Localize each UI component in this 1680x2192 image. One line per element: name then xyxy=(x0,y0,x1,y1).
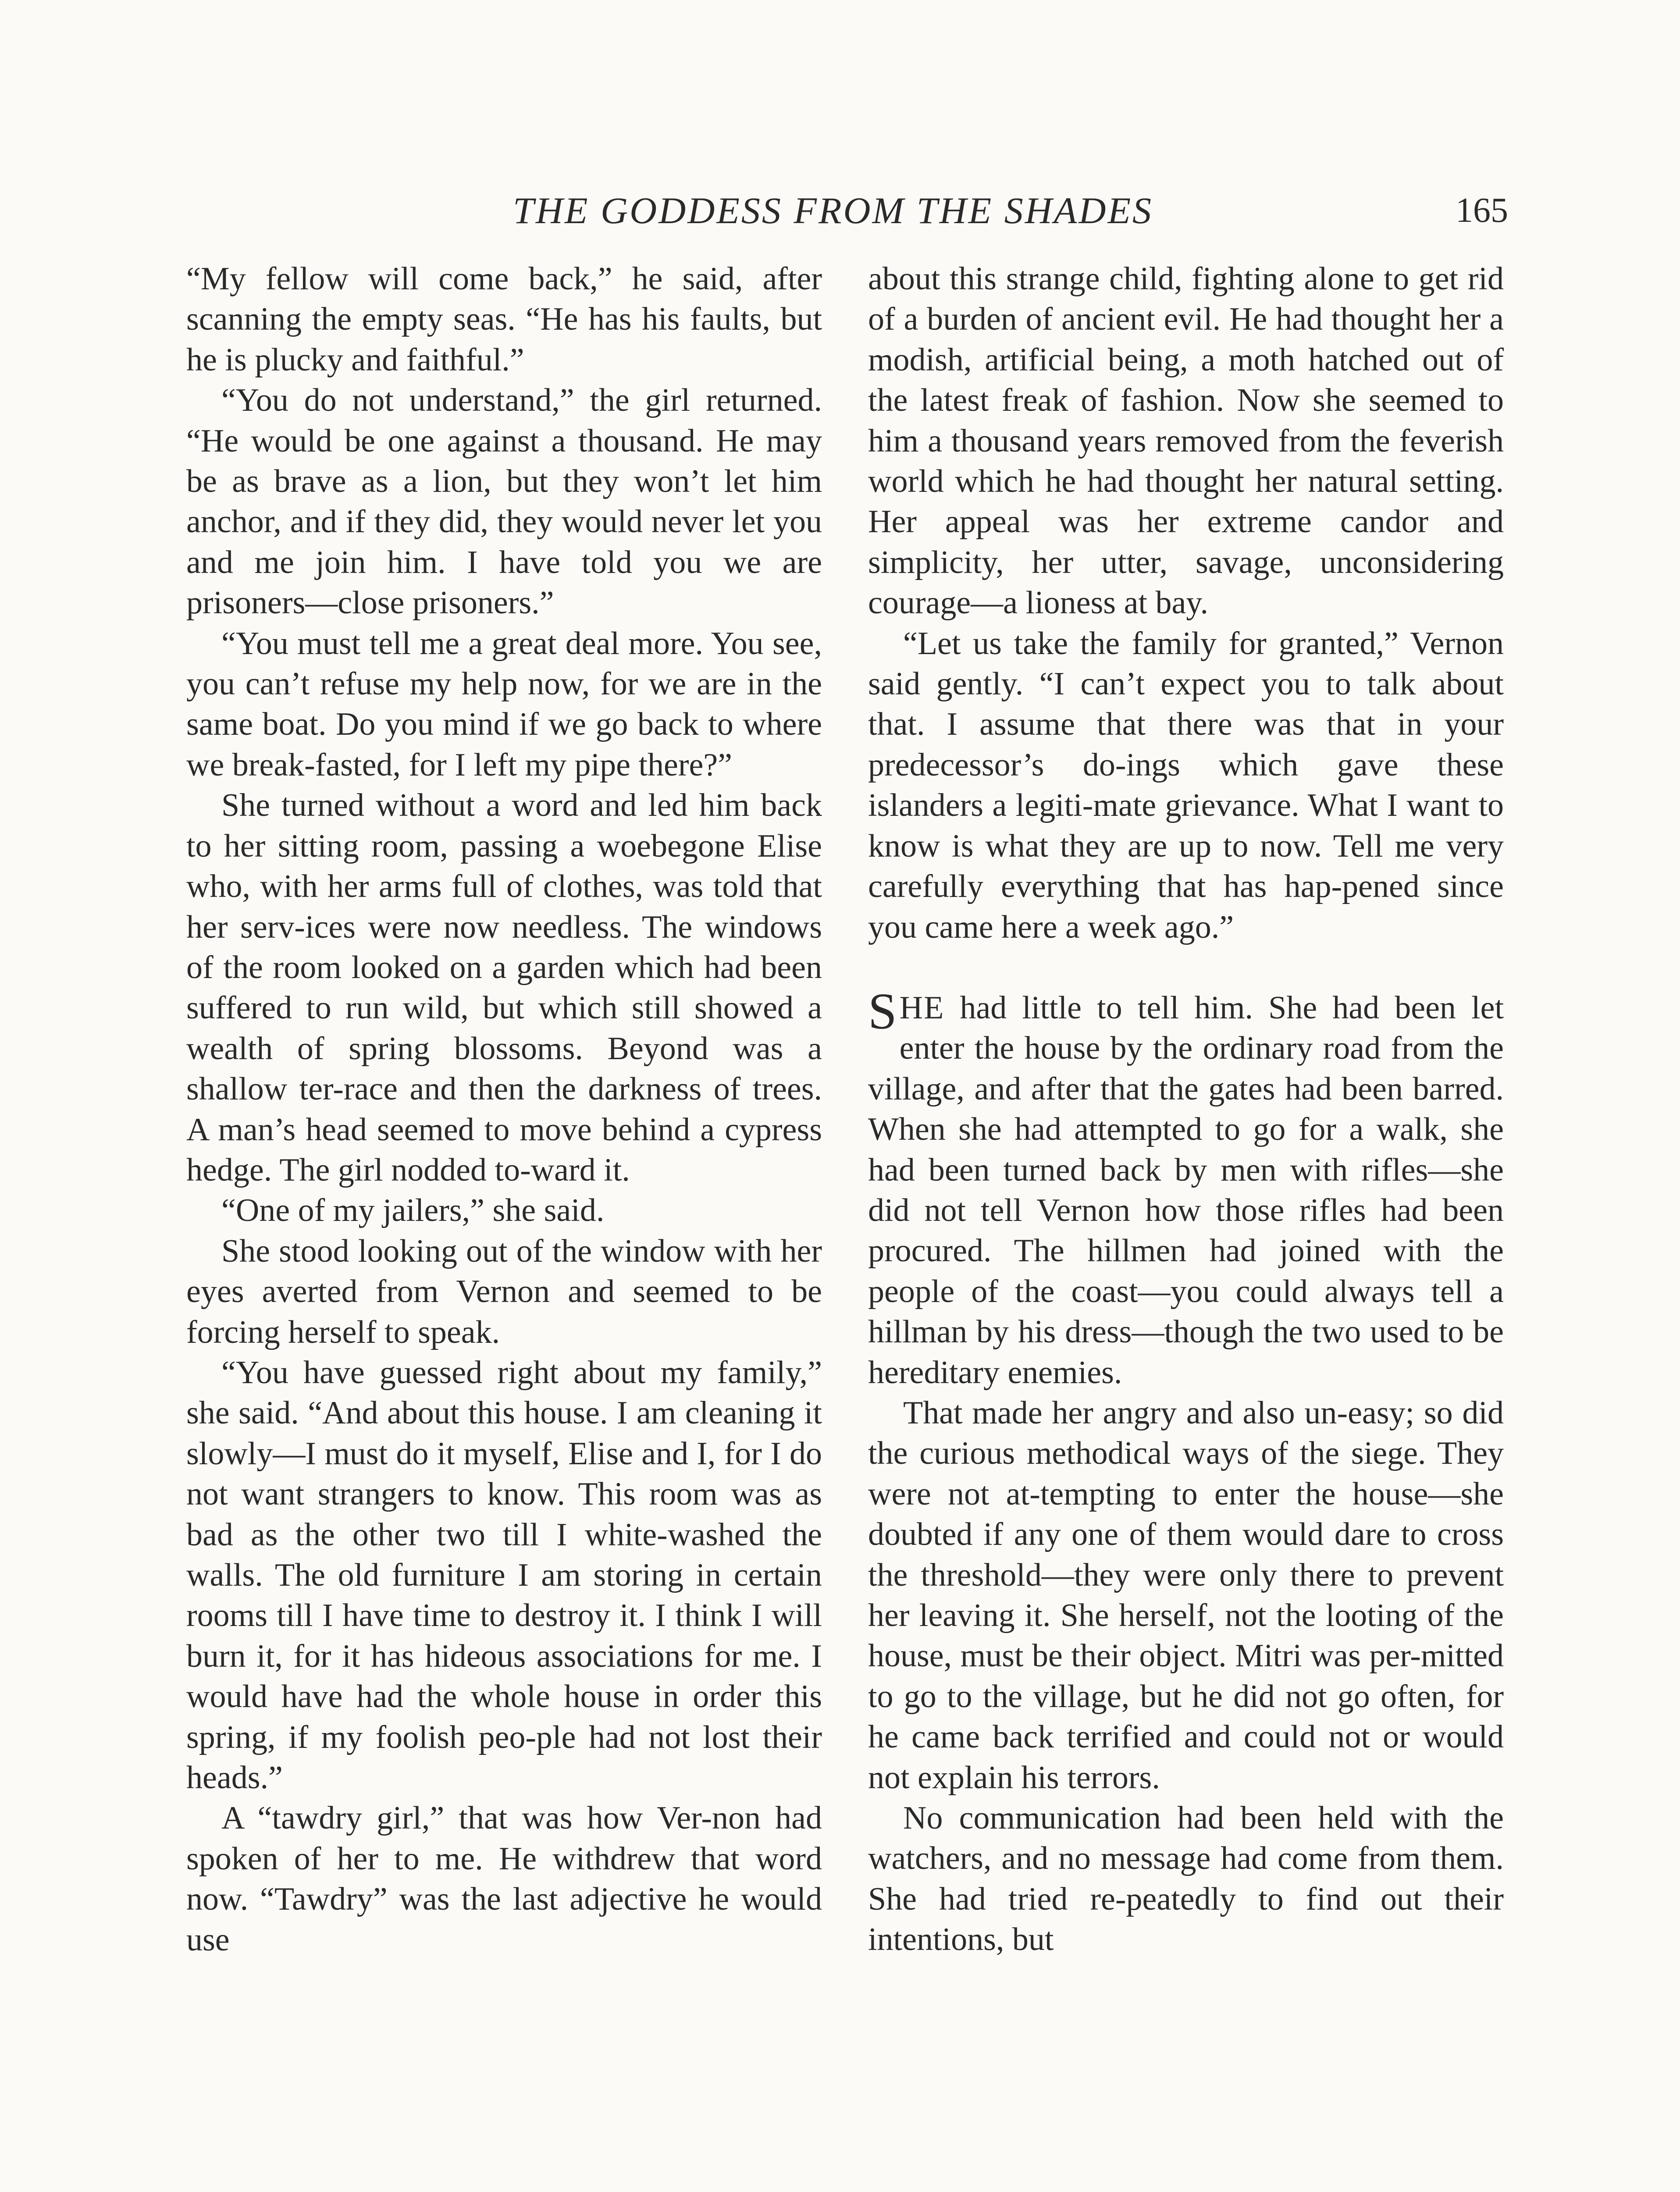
small-caps-word: HE xyxy=(899,989,945,1026)
paragraph: A “tawdry girl,” that was how Ver-non had spoken of her to me. He withdrew that word now. “Tawdry” was the last adjective he would use xyxy=(186,1800,822,1958)
paragraph: “One of my jailers,” she said. xyxy=(221,1192,605,1229)
drop-cap: S xyxy=(868,982,897,1040)
paragraph: She stood looking out of the window with her eyes averted from Vernon and seemed to be forcing herself to speak. xyxy=(186,1233,822,1350)
paragraph: She turned without a word and led him back to her sitting room, passing a woebegone Elise who, with her arms full of clothes, was told that her serv-ices were now needless. The windows of the room looked on a garden which had been suffered to run wild, but which still showed a wealth of spring blossoms. Beyond was a shallow ter-race and then the darkness of trees. A man’s head seemed to move behind a cypress hedge. The girl nodded to-ward it. xyxy=(186,787,822,1188)
right-column xyxy=(868,259,1504,1960)
paragraph-continuation: about this strange child, fighting alone to get rid of a burden of ancient evil. He had thought her a modish, artificial being, a moth hatched out of the latest freak of fashion. Now she seemed to him a thousand years removed from the feverish world which he had thought her natural setting. Her appeal was her extreme candor and simplicity, her utter, savage, unconsidering courage—a lioness at bay. xyxy=(868,261,1504,621)
section-start-paragraph xyxy=(868,982,1504,1393)
left-column xyxy=(186,259,822,1960)
paragraph: “You must tell me a great deal more. You see, you can’t refuse my help now, for we are in the same boat. Do you mind if we go back to where we break-fasted, for I left my pipe there?” xyxy=(186,625,822,783)
running-title: THE GODDESS FROM THE SHADES xyxy=(513,189,1153,231)
paragraph: “My fellow will come back,” he said, after scanning the empty seas. “He has his faults, but he is plucky and faithful.” xyxy=(186,261,822,378)
paragraph: No communication had been held with the watchers, and no message had come from them. She had tried re-peatedly to find out their intentions, but xyxy=(868,1800,1504,1958)
page-number: 165 xyxy=(1456,191,1508,230)
running-head xyxy=(0,184,1680,237)
paragraph: “Let us take the family for granted,” Vernon said gently. “I can’t expect you to talk about that. I assume that there was that in your predecessor’s do-ings which gave these islanders a legiti-mate grievance. What I want to know is what they are up to now. Tell me very carefully everything that has hap-pened since you came here a week ago.” xyxy=(868,625,1504,945)
paragraph: That made her angry and also un-easy; so did the curious methodical ways of the siege. They were not at-tempting to enter the house—she doubted if any one of them would dare to cross the threshold—they were only there to prevent her leaving it. She herself, not the looting of the house, must be their object. Mitri was per-mitted to go to the village, but he did not go often, for he came back terrified and could not or would not explain his terrors. xyxy=(868,1395,1504,1796)
section-text: had little to tell him. She had been let enter the house by the ordinary road from the village, and after that the gates had been barred. When she had attempted to go for a walk, she had been turned back by men with rifles—she did not tell Vernon how those rifles had been procured. The hillmen had joined with the people of the coast—you could always tell a hillman by his dress—though the two used to be hereditary enemies. xyxy=(868,989,1504,1391)
paragraph: “You have guessed right about my family,” she said. “And about this house. I am cleaning it slowly—I must do it myself, Elise and I, for I do not want strangers to know. This room was as bad as the other two till I white-washed the walls. The old furniture I am storing in certain rooms till I have time to destroy it. I think I will burn it, for it has hideous associations for me. I would have had the whole house in order this spring, if my foolish peo-ple had not lost their heads.” xyxy=(186,1354,822,1796)
paragraph: “You do not understand,” the girl returned. “He would be one against a thousand. He may be as brave as a lion, but they won’t let him anchor, and if they did, they would never let you and me join him. I have told you we are prisoners—close prisoners.” xyxy=(186,382,822,621)
